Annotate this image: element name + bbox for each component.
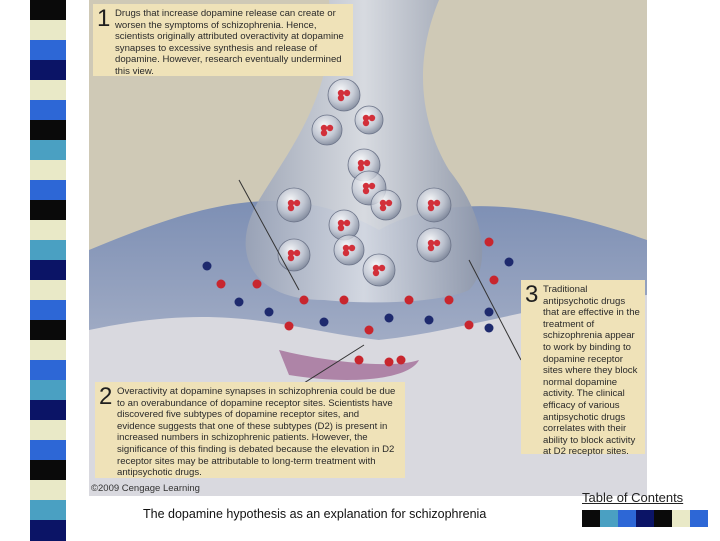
molecule (425, 316, 434, 325)
stripe-block (30, 200, 66, 221)
stripe-block (30, 300, 66, 321)
molecule (465, 321, 474, 330)
synapse-illustration (89, 0, 647, 496)
stripe-block (30, 20, 66, 41)
vesicle-dopamine (363, 188, 369, 194)
vesicle-dopamine (369, 115, 375, 121)
stripe-block (30, 520, 66, 541)
stripe-block (30, 420, 66, 441)
molecule (485, 238, 494, 247)
molecule (490, 276, 499, 285)
vesicle-dopamine (434, 240, 440, 246)
molecule (397, 356, 406, 365)
vesicle-dopamine (428, 205, 434, 211)
stripe-block (30, 320, 66, 341)
slide-caption: The dopamine hypothesis as an explanation for schizophrenia (143, 507, 487, 521)
stripe-block (30, 120, 66, 141)
vesicle-dopamine (428, 245, 434, 251)
nav-color-block[interactable] (636, 510, 654, 527)
stripe-block (30, 240, 66, 261)
vesicle (355, 106, 383, 134)
callout-2 (95, 382, 405, 478)
stripe-block (30, 100, 66, 121)
molecule (265, 308, 274, 317)
nav-color-block[interactable] (690, 510, 708, 527)
vesicle-dopamine (338, 95, 344, 101)
vesicle-dopamine (386, 200, 392, 206)
vesicle-dopamine (338, 225, 344, 231)
stripe-block (30, 0, 66, 21)
stripe-block (30, 180, 66, 201)
vesicle (363, 254, 395, 286)
molecule (385, 314, 394, 323)
stripe-block (30, 140, 66, 161)
vesicle-dopamine (288, 205, 294, 211)
molecule (300, 296, 309, 305)
callout-3-number: 3 (525, 281, 539, 308)
stripe-block (30, 400, 66, 421)
vesicle-dopamine (288, 255, 294, 261)
copyright-notice: ©2009 Cengage Learning (91, 483, 200, 494)
molecule (365, 326, 374, 335)
molecule (485, 308, 494, 317)
molecule (505, 258, 514, 267)
stripe-block (30, 280, 66, 301)
callout-2-number: 2 (99, 383, 113, 410)
nav-color-block[interactable] (582, 510, 600, 527)
stripe-block (30, 500, 66, 521)
callout-1 (93, 4, 353, 76)
stripe-block (30, 360, 66, 381)
vesicle (328, 79, 360, 111)
stripe-block (30, 220, 66, 241)
vesicle-dopamine (327, 125, 333, 131)
molecule (405, 296, 414, 305)
vesicle-dopamine (344, 90, 350, 96)
vesicle-dopamine (321, 130, 327, 136)
molecule (320, 318, 329, 327)
molecule (385, 358, 394, 367)
callout-1-number: 1 (97, 5, 111, 32)
nav-color-block[interactable] (618, 510, 636, 527)
stripe-block (30, 480, 66, 501)
nav-color-block[interactable] (600, 510, 618, 527)
vesicle-dopamine (434, 200, 440, 206)
vesicle-dopamine (380, 205, 386, 211)
molecule (485, 324, 494, 333)
molecule (355, 356, 364, 365)
vesicle-dopamine (363, 120, 369, 126)
stripe-block (30, 160, 66, 181)
vesicle (417, 188, 451, 222)
vesicle-dopamine (379, 265, 385, 271)
decorative-stripe-column (30, 0, 66, 540)
stripe-block (30, 440, 66, 461)
stripe-block (30, 60, 66, 81)
stripe-block (30, 380, 66, 401)
callout-1-text: Drugs that increase dopamine release can create or worsen the symptoms of schizophrenia. Hence, scientists originally attributed overactivity at dopamine synapses to excessive synthesis and release of dopamine. However, research eventually undermined this view. (115, 8, 344, 77)
stripe-block (30, 460, 66, 481)
navigation-color-strip[interactable] (582, 510, 708, 527)
molecule (340, 296, 349, 305)
callout-3-text: Traditional antipsychotic drugs that are effective in the treatment of schizophrenia appear to work by binding to dopamine receptor sites where they block normal dopamine activity. The clinical efficacy of various antipsychotic drugs correlates with their ability to block activity at D2 receptor sites. (543, 284, 640, 458)
vesicle-dopamine (373, 270, 379, 276)
vesicle (371, 190, 401, 220)
vesicle (334, 235, 364, 265)
stripe-block (30, 260, 66, 281)
molecule (203, 262, 212, 271)
stripe-block (30, 40, 66, 61)
vesicle (277, 188, 311, 222)
vesicle-dopamine (344, 220, 350, 226)
molecule (235, 298, 244, 307)
nav-color-block[interactable] (654, 510, 672, 527)
stripe-block (30, 80, 66, 101)
vesicle-dopamine (364, 160, 370, 166)
callout-2-text: Overactivity at dopamine synapses in schizophrenia could be due to an overabundance of dopamine receptor sites. Scientists have discovered five subtypes of dopamine receptor sites, and evidence suggests that one of these subtypes (D2) is present in increased numbers in schizophrenic patients. However, the significance of this finding is debated because the elevation in D2 receptor sites may be attributable to long-term treatment with antipsychotic drugs. (117, 386, 396, 479)
vesicle-dopamine (358, 165, 364, 171)
vesicle-dopamine (343, 250, 349, 256)
vesicle-dopamine (294, 200, 300, 206)
molecule (253, 280, 262, 289)
molecule (285, 322, 294, 331)
vesicle (312, 115, 342, 145)
vesicle-dopamine (349, 245, 355, 251)
nav-color-block[interactable] (672, 510, 690, 527)
vesicle-dopamine (369, 183, 375, 189)
callout-3 (521, 280, 645, 458)
molecule (217, 280, 226, 289)
molecule (445, 296, 454, 305)
table-of-contents-link[interactable]: Table of Contents (582, 490, 684, 505)
stripe-block (30, 340, 66, 361)
vesicle (417, 228, 451, 262)
vesicle-dopamine (294, 250, 300, 256)
vesicle (278, 239, 310, 271)
